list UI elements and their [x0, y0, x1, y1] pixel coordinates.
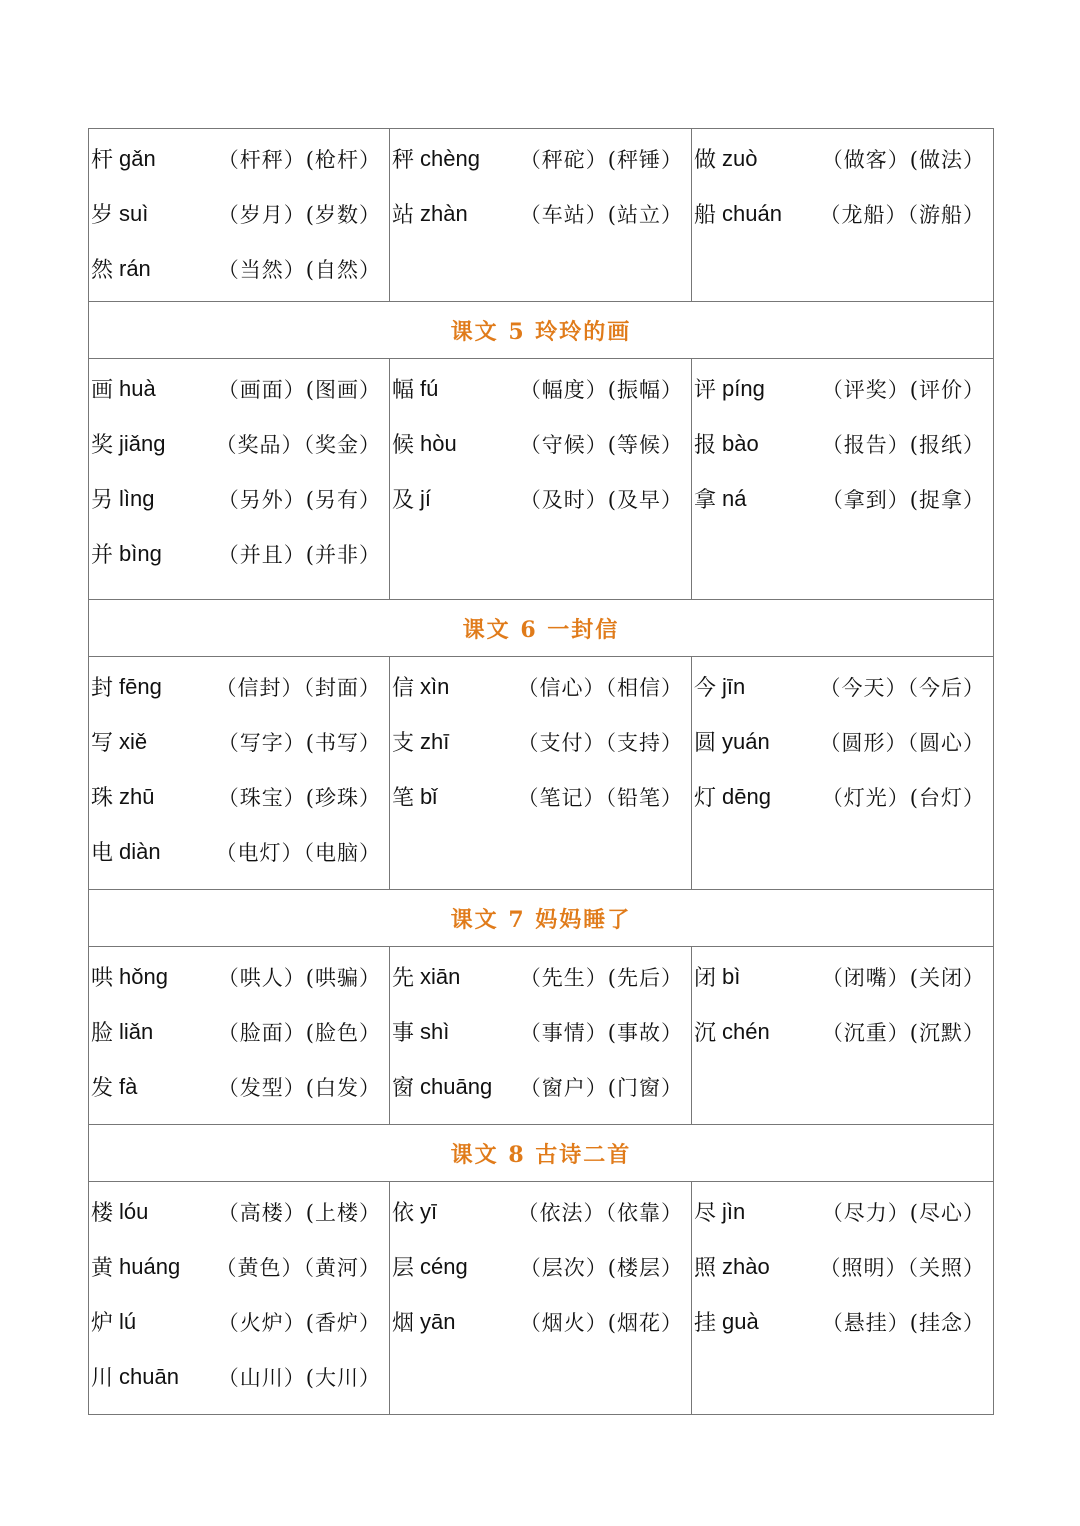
vocab-entry	[89, 1349, 389, 1404]
vocab-cell	[390, 359, 692, 600]
vocab-entry	[89, 1294, 389, 1349]
hanzi: 先	[392, 966, 415, 991]
pinyin: zhào	[722, 1253, 770, 1279]
vocab-row	[89, 359, 994, 600]
example-words: （窗户）(门窗）	[519, 1075, 683, 1100]
pinyin: yān	[420, 1308, 456, 1334]
example-words: （圆形）（圆心）	[819, 730, 985, 755]
hanzi: 窗	[392, 1076, 415, 1101]
vocab-cell	[89, 129, 390, 302]
hanzi: 闭	[694, 966, 717, 991]
example-words: （信心）（相信）	[517, 675, 683, 700]
example-words: （及时）(及早）	[519, 487, 683, 512]
hanzi: 评	[694, 378, 717, 403]
hanzi: 灯	[694, 786, 717, 811]
vocab-entry	[89, 714, 389, 769]
vocab-entry	[89, 659, 389, 714]
pinyin: ná	[722, 485, 747, 511]
example-words: （秤砣）(秤锤）	[519, 147, 683, 172]
example-words: （灯光）(台灯）	[821, 785, 985, 810]
example-words: （评奖）(评价）	[821, 377, 985, 402]
example-words: （高楼）(上楼）	[217, 1200, 381, 1225]
vocab-entry	[89, 1004, 389, 1059]
hanzi: 信	[392, 676, 415, 701]
lesson-title: 课文 6 一封信	[89, 600, 994, 657]
hanzi: 写	[91, 731, 114, 756]
pinyin: bǐ	[420, 783, 438, 809]
example-words: （尽力）(尽心）	[821, 1200, 985, 1225]
vocab-entry	[692, 1004, 993, 1059]
hanzi: 层	[392, 1256, 415, 1281]
lesson-title: 课文 5 玲玲的画	[89, 302, 994, 359]
pinyin: yuán	[722, 728, 770, 754]
pinyin: bì	[722, 963, 741, 989]
vocab-entry	[390, 949, 691, 1004]
pinyin: jiǎng	[119, 430, 166, 456]
vocab-entry	[692, 471, 993, 526]
pinyin: yī	[420, 1198, 438, 1224]
example-words: （山川）(大川）	[217, 1365, 381, 1390]
vocab-cell	[390, 1182, 692, 1415]
vocab-entry	[89, 824, 389, 879]
example-words: （另外）(另有）	[217, 487, 381, 512]
pinyin: xiān	[420, 963, 461, 989]
vocab-entry	[89, 1059, 389, 1114]
example-words: （烟火）(烟花）	[519, 1310, 683, 1335]
example-words: （闭嘴）(关闭）	[821, 965, 985, 990]
vocab-entry	[89, 416, 389, 471]
pinyin: liǎn	[119, 1018, 154, 1044]
pinyin: jí	[420, 485, 431, 511]
vocab-entry	[89, 361, 389, 416]
hanzi: 船	[694, 203, 717, 228]
lesson-header-row	[89, 302, 994, 359]
pinyin: hòu	[420, 430, 457, 456]
hanzi: 及	[392, 488, 415, 513]
vocab-entry	[390, 714, 691, 769]
pinyin: huáng	[119, 1253, 181, 1279]
example-words: （幅度）(振幅）	[519, 377, 683, 402]
pinyin: rán	[119, 255, 151, 281]
example-words: （画面）(图画）	[217, 377, 381, 402]
example-words: （脸面）(脸色）	[217, 1020, 381, 1045]
example-words: （岁月）(岁数）	[217, 202, 381, 227]
vocab-entry	[390, 1184, 691, 1239]
example-words: （火炉）(香炉）	[217, 1310, 381, 1335]
vocab-entry	[692, 659, 993, 714]
example-words: （悬挂）(挂念）	[821, 1310, 985, 1335]
hanzi: 报	[694, 433, 717, 458]
vocab-entry	[89, 471, 389, 526]
pinyin: shì	[420, 1018, 450, 1044]
example-words: （支付）（支持）	[517, 730, 683, 755]
vocab-entry	[692, 416, 993, 471]
hanzi: 拿	[694, 488, 717, 513]
pinyin: diàn	[119, 838, 161, 864]
hanzi: 事	[392, 1021, 415, 1046]
pinyin: zhàn	[420, 200, 468, 226]
pinyin: chuāng	[420, 1073, 493, 1099]
example-words: （报告）(报纸）	[821, 432, 985, 457]
pinyin: fú	[420, 375, 439, 401]
vocab-entry	[692, 949, 993, 1004]
vocab-entry	[390, 659, 691, 714]
hanzi: 站	[392, 203, 415, 228]
vocab-entry	[692, 186, 993, 241]
vocab-entry	[89, 186, 389, 241]
vocab-entry	[89, 241, 389, 296]
hanzi: 炉	[91, 1311, 114, 1336]
vocab-entry	[390, 1239, 691, 1294]
hanzi: 并	[91, 543, 114, 568]
hanzi: 候	[392, 433, 415, 458]
hanzi: 画	[91, 378, 114, 403]
pinyin: xiě	[119, 728, 148, 754]
lesson-header-row	[89, 1125, 994, 1182]
example-words: （拿到）(捉拿）	[821, 487, 985, 512]
vocabulary-table	[88, 128, 994, 1415]
pinyin: fēng	[119, 673, 162, 699]
pinyin: jìn	[722, 1198, 746, 1224]
vocab-cell	[390, 129, 692, 302]
hanzi: 圆	[694, 731, 717, 756]
vocab-entry	[89, 769, 389, 824]
hanzi: 笔	[392, 786, 415, 811]
example-words: （珠宝）(珍珠）	[217, 785, 381, 810]
pinyin: dēng	[722, 783, 771, 809]
vocab-entry	[692, 1184, 993, 1239]
pinyin: lóu	[119, 1198, 149, 1224]
vocab-row	[89, 657, 994, 890]
pinyin: gǎn	[119, 145, 156, 171]
example-words: （今天）（今后）	[819, 675, 985, 700]
hanzi: 幅	[392, 378, 415, 403]
example-words: （发型）(白发）	[217, 1075, 381, 1100]
vocab-entry	[89, 526, 389, 581]
pinyin: píng	[722, 375, 765, 401]
hanzi: 川	[91, 1366, 114, 1391]
example-words: （并且）(并非）	[217, 542, 381, 567]
vocab-cell	[89, 359, 390, 600]
pinyin: chèng	[420, 145, 480, 171]
example-words: （照明）（关照）	[819, 1255, 985, 1280]
example-words: （沉重）(沉默）	[821, 1020, 985, 1045]
hanzi: 做	[694, 148, 717, 173]
pinyin: chuán	[722, 200, 782, 226]
vocab-entry	[89, 1184, 389, 1239]
pinyin: suì	[119, 200, 149, 226]
vocab-entry	[390, 769, 691, 824]
vocab-entry	[390, 1004, 691, 1059]
vocab-cell	[390, 947, 692, 1125]
pinyin: zuò	[722, 145, 758, 171]
pinyin: guà	[722, 1308, 759, 1334]
hanzi: 秤	[392, 148, 415, 173]
pinyin: zhū	[119, 783, 155, 809]
hanzi: 岁	[91, 203, 114, 228]
vocab-entry	[89, 949, 389, 1004]
vocab-cell	[89, 1182, 390, 1415]
hanzi: 然	[91, 258, 114, 283]
pinyin: xìn	[420, 673, 450, 699]
hanzi: 烟	[392, 1311, 415, 1336]
vocab-entry	[692, 361, 993, 416]
hanzi: 封	[91, 676, 114, 701]
lesson-header-row	[89, 600, 994, 657]
example-words: （黄色）（黄河）	[215, 1255, 381, 1280]
example-words: （笔记）（铅笔）	[517, 785, 683, 810]
example-words: （奖品）（奖金）	[215, 432, 381, 457]
vocab-entry	[692, 769, 993, 824]
pinyin: zhī	[420, 728, 450, 754]
hanzi: 电	[91, 841, 114, 866]
pinyin: huà	[119, 375, 156, 401]
hanzi: 杆	[91, 148, 114, 173]
vocab-entry	[390, 1294, 691, 1349]
pinyin: chuān	[119, 1363, 179, 1389]
vocab-row	[89, 1182, 994, 1415]
vocab-cell	[89, 947, 390, 1125]
vocab-cell	[390, 657, 692, 890]
example-words: （写字）(书写）	[217, 730, 381, 755]
vocab-cell	[692, 1182, 994, 1415]
pinyin: bào	[722, 430, 759, 456]
hanzi: 支	[392, 731, 415, 756]
example-words: （车站）(站立）	[519, 202, 683, 227]
hanzi: 挂	[694, 1311, 717, 1336]
pinyin: bìng	[119, 540, 162, 566]
hanzi: 脸	[91, 1021, 114, 1046]
hanzi: 依	[392, 1201, 415, 1226]
hanzi: 黄	[91, 1256, 114, 1281]
example-words: （事情）(事故）	[519, 1020, 683, 1045]
vocab-cell	[692, 129, 994, 302]
example-words: （信封）（封面）	[215, 675, 381, 700]
example-words: （先生）(先后）	[519, 965, 683, 990]
vocab-entry	[692, 1294, 993, 1349]
vocab-row	[89, 947, 994, 1125]
hanzi: 沉	[694, 1021, 717, 1046]
example-words: （电灯）（电脑）	[215, 840, 381, 865]
vocab-entry	[390, 131, 691, 186]
vocab-entry	[390, 361, 691, 416]
vocabulary-sheet	[88, 128, 993, 1415]
hanzi: 照	[694, 1256, 717, 1281]
example-words: （龙船）（游船）	[819, 202, 985, 227]
vocab-entry	[692, 131, 993, 186]
hanzi: 奖	[91, 433, 114, 458]
hanzi: 发	[91, 1076, 114, 1101]
example-words: （当然）(自然）	[217, 257, 381, 282]
vocab-row	[89, 129, 994, 302]
vocabulary-table-body	[89, 129, 994, 1415]
hanzi: 珠	[91, 786, 114, 811]
vocab-entry	[390, 416, 691, 471]
vocab-entry	[692, 714, 993, 769]
vocab-entry	[390, 186, 691, 241]
example-words: （哄人）(哄骗）	[217, 965, 381, 990]
lesson-title: 课文 8 古诗二首	[89, 1125, 994, 1182]
hanzi: 今	[694, 676, 717, 701]
example-words: （层次）(楼层）	[519, 1255, 683, 1280]
pinyin: jīn	[722, 673, 746, 699]
example-words: （做客）(做法）	[821, 147, 985, 172]
hanzi: 另	[91, 488, 114, 513]
vocab-cell	[692, 947, 994, 1125]
lesson-title: 课文 7 妈妈睡了	[89, 890, 994, 947]
vocab-entry	[89, 131, 389, 186]
pinyin: céng	[420, 1253, 468, 1279]
lesson-header-row	[89, 890, 994, 947]
vocab-cell	[692, 657, 994, 890]
vocab-entry	[390, 471, 691, 526]
hanzi: 哄	[91, 966, 114, 991]
pinyin: chén	[722, 1018, 770, 1044]
vocab-entry	[89, 1239, 389, 1294]
vocab-entry	[692, 1239, 993, 1294]
pinyin: lú	[119, 1308, 137, 1334]
hanzi: 楼	[91, 1201, 114, 1226]
example-words: （杆秤）(枪杆）	[217, 147, 381, 172]
pinyin: hǒng	[119, 963, 168, 989]
vocab-entry	[390, 1059, 691, 1114]
pinyin: lìng	[119, 485, 155, 511]
vocab-cell	[692, 359, 994, 600]
vocab-cell	[89, 657, 390, 890]
pinyin: fà	[119, 1073, 138, 1099]
example-words: （依法）（依靠）	[517, 1200, 683, 1225]
hanzi: 尽	[694, 1201, 717, 1226]
example-words: （守候）(等候）	[519, 432, 683, 457]
